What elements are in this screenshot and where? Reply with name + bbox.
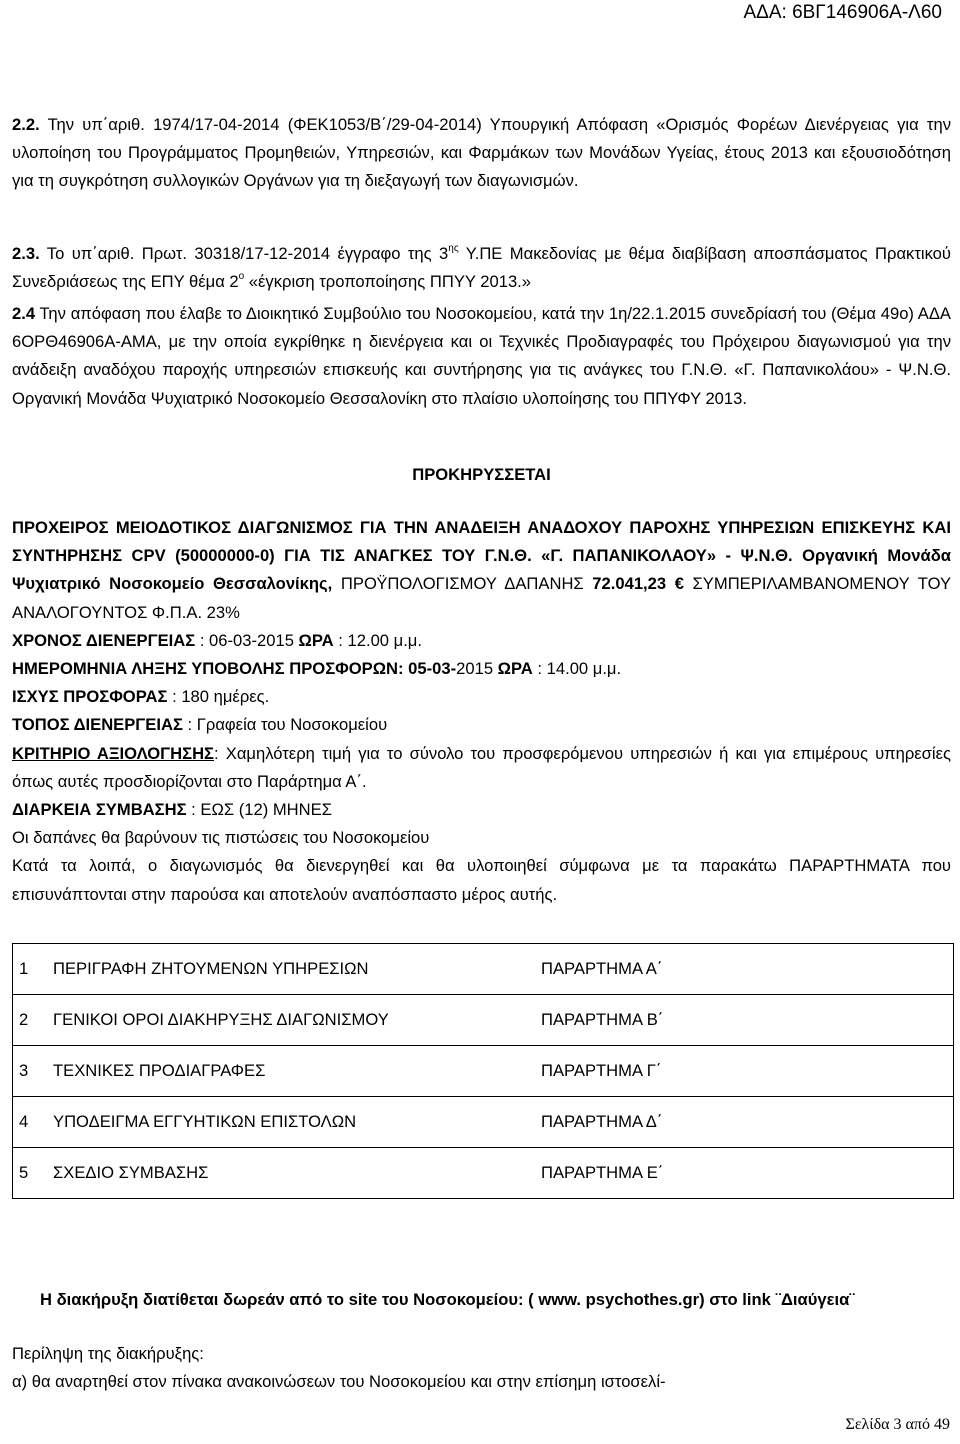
annex-label: ΠΑΡΑΡΤΗΜΑ Ε΄ — [535, 1148, 954, 1199]
annex-number: 3 — [13, 1046, 48, 1097]
superscript: ης — [448, 243, 459, 254]
paragraph-text: Υ.ΠΕ Μακεδονίας με θέμα διαβίβαση αποσπάσματος Πρακτικού Συνεδριάσεως της ΕΠΥ θέμα 2 — [12, 244, 951, 292]
place-label: ΤΟΠΟΣ ΔΙΕΝΕΡΓΕΙΑΣ — [12, 715, 183, 735]
table-row — [13, 1097, 954, 1148]
ada-identifier: ΑΔΑ: 6ΒΓ146906Α-Λ60 — [743, 2, 942, 23]
deadline-time-value: : 14.00 μ.μ. — [532, 659, 622, 679]
duration-label: ΔΙΑΡΚΕΙΑ ΣΥΜΒΑΣΗΣ — [12, 800, 187, 820]
duration-value: : ΕΩΣ (12) ΜΗΝΕΣ — [186, 800, 332, 820]
table-row — [13, 1046, 954, 1097]
table-row — [13, 1148, 954, 1199]
annex-label: ΠΑΡΑΡΤΗΜΑ Α΄ — [535, 944, 954, 995]
annex-title: ΥΠΟΔΕΙΓΜΑ ΕΓΓΥΗΤΙΚΩΝ ΕΠΙΣΤΟΛΩΝ — [47, 1097, 535, 1148]
proclamation-heading: ΠΡΟΚΗΡΥΣΣΕΤΑΙ — [412, 465, 551, 484]
availability-text — [12, 1286, 951, 1314]
annex-number: 1 — [13, 944, 48, 995]
annex-title: ΠΕΡΙΓΡΑΦΗ ΖΗΤΟΥΜΕΝΩΝ ΥΠΗΡΕΣΙΩΝ — [47, 944, 535, 995]
annex-table — [12, 943, 954, 1199]
validity-value: : 180 ημέρες. — [167, 687, 270, 707]
criterion-value: : Χαμηλότερη τιμή για το σύνολο του προσφερόμενου υπηρεσιών ή και για επιμέρους υπηρεσίες όπως αυτές προσδιορίζονται στο Παράρτημα Α΄. — [12, 743, 951, 791]
exec-time-label: ΩΡΑ — [298, 630, 334, 650]
paragraph-text: Την υπ΄αριθ. 1974/17-04-2014 (ΦΕΚ1053/Β΄/29-04-2014) Υπουργική Απόφαση «Ορισμός Φορέων Διενέργειας για την υλοποίηση του Προγράμματος Προμηθειών, Υπηρεσιών, και Φαρμάκων των Μονάδων Υγείας, έτους 2013 και εξουσιοδότηση για τη συγκρότηση συλλογικών Οργάνων για τη διεξαγωγή των διαγωνισμών. — [12, 115, 951, 191]
annex-label: ΠΑΡΑΡΤΗΜΑ Γ΄ — [535, 1046, 954, 1097]
table-row — [13, 944, 954, 995]
criterion-label: ΚΡΙΤΗΡΙΟ ΑΞΙΟΛΟΓΗΣΗΣ — [12, 743, 215, 763]
paragraph-2-2 — [12, 111, 951, 196]
validity-label: ΙΣΧΥΣ ΠΡΟΣΦΟΡΑΣ — [12, 687, 168, 707]
annex-title: ΓΕΝΙΚΟΙ ΟΡΟΙ ΔΙΑΚΗΡΥΞΗΣ ΔΙΑΓΩΝΙΣΜΟΥ — [47, 995, 535, 1046]
summary-item-a: α) θα αναρτηθεί στον πίνακα ανακοινώσεων του Νοσοκομείου και στην επίσημη ιστοσελί- — [12, 1372, 666, 1391]
annex-number: 4 — [13, 1097, 48, 1148]
rest-text: Κατά τα λοιπά, ο διαγωνισμός θα διενεργηθεί και θα υλοποιηθεί σύμφωνα με τα παρακάτω ΠΑΡΑΡΤΗΜΑΤΑ που επισυνάπτονται στην παρούσα και αποτελούν αναπόσπαστο μέρος αυτής. — [12, 856, 951, 904]
deadline-time-label: ΩΡΑ — [497, 659, 533, 679]
annex-label: ΠΑΡΑΡΤΗΜΑ Β΄ — [535, 995, 954, 1046]
exec-time-value: : 12.00 μ.μ. — [333, 630, 422, 650]
superscript: ο — [238, 271, 245, 283]
annex-label: ΠΑΡΑΡΤΗΜΑ Δ΄ — [535, 1097, 954, 1148]
paragraph-number: 2.2. — [12, 115, 40, 134]
costs-text: Οι δαπάνες θα βαρύνουν τις πιστώσεις του Νοσοκομείου — [12, 828, 430, 848]
paragraph-2-4 — [12, 300, 951, 413]
budget-label: ΠΡΟΫΠΟΛΟΓΙΣΜΟΥ ΔΑΠΑΝΗΣ — [332, 574, 593, 594]
annex-number: 2 — [13, 995, 48, 1046]
euro-symbol: € — [666, 574, 684, 594]
exec-label: ΧΡΟΝΟΣ ΔΙΕΝΕΡΓΕΙΑΣ — [12, 630, 196, 650]
annex-title: ΣΧΕΔΙΟ ΣΥΜΒΑΣΗΣ — [47, 1148, 535, 1199]
place-value: : Γραφεία του Νοσοκομείου — [182, 715, 388, 735]
tender-title: ΠΡΟΧΕΙΡΟΣ ΜΕΙΟΔΟΤΙΚΟΣ ΔΙΑΓΩΝΙΣΜΟΣ ΓΙΑ ΤΗΝ ΑΝΑΔΕΙΞΗ ΑΝΑΔΟΧΟΥ ΠΑΡΟΧΗΣ ΥΠΗΡΕΣΙΩΝ ΕΠΙΣΚΕΥΗΣ ΚΑΙ ΣΥΝΤΗΡΗΣΗΣ CPV (50000000-0) ΓΙΑ ΤΙΣ ΑΝΑΓΚΕΣ ΤΟΥ Γ.Ν.Θ. «Γ. ΠΑΠΑΝΙΚΟΛΑΟΥ» - Ψ.Ν.Θ. Οργανική Μονάδα Ψυχιατρικό Νοσοκομείο Θεσσαλονίκης, — [12, 518, 951, 594]
budget-rest: ΣΥΜΠΕΡΙΛΑΜΒΑΝΟΜΕΝΟΥ ΤΟΥ ΑΝΑΛΟΓΟΥΝΤΟΣ Φ.Π.Α. 23% — [12, 574, 952, 622]
tender-block — [12, 514, 951, 909]
exec-value: : 06-03-2015 — [195, 630, 299, 650]
paragraph-number: 2.4 — [12, 304, 36, 323]
summary-label: Περίληψη της διακήρυξης: — [12, 1344, 204, 1363]
deadline-label: ΗΜΕΡΟΜΗΝΙΑ ΛΗΞΗΣ ΥΠΟΒΟΛΗΣ ΠΡΟΣΦΟΡΩΝ: 05-03- — [12, 659, 457, 679]
paragraph-text: «έγκριση τροποποίησης ΠΠΥΥ 2013.» — [244, 272, 532, 292]
annex-number: 5 — [13, 1148, 48, 1199]
deadline-value: 2015 — [456, 659, 498, 679]
paragraph-2-3 — [12, 240, 951, 296]
availability-statement: Η διακήρυξη διατίθεται δωρεάν από το site του Νοσοκομείου: ( www. psychothes.gr) στο link ¨Διαύγεια¨ — [40, 1290, 855, 1309]
annex-title: ΤΕΧΝΙΚΕΣ ΠΡΟΔΙΑΓΡΑΦΕΣ — [47, 1046, 535, 1097]
paragraph-number: 2.3. — [12, 244, 40, 263]
page-number: Σελίδα 3 από 49 — [845, 1416, 950, 1433]
table-row — [13, 995, 954, 1046]
paragraph-text: Την απόφαση που έλαβε το Διοικητικό Συμβούλιο του Νοσοκομείου, κατά την 1η/22.1.2015 συνεδρίασή του (Θέμα 49ο) ΑΔΑ 6ΟΡΘ46906Α-ΑΜΑ, με την οποία εγκρίθηκε η διενέργεια και οι Τεχνικές Προδιαγραφές του Πρόχειρου διαγωνισμού για την ανάδειξη αναδόχου παροχής υπηρεσιών επισκευής και συντήρησης για τις ανάγκες του Γ.Ν.Θ. «Γ. Παπανικολάου» - Ψ.Ν.Θ. Οργανική Μονάδα Ψυχιατρικό Νοσοκομείο Θεσσαλονίκη στο πλαίσιο υλοποίησης του ΠΠΥΦΥ 2013. — [12, 304, 951, 408]
paragraph-text: Το υπ΄αριθ. Πρωτ. 30318/17-12-2014 έγγραφο της 3 — [39, 244, 449, 263]
budget-amount: 72.041,23 — [592, 574, 667, 594]
